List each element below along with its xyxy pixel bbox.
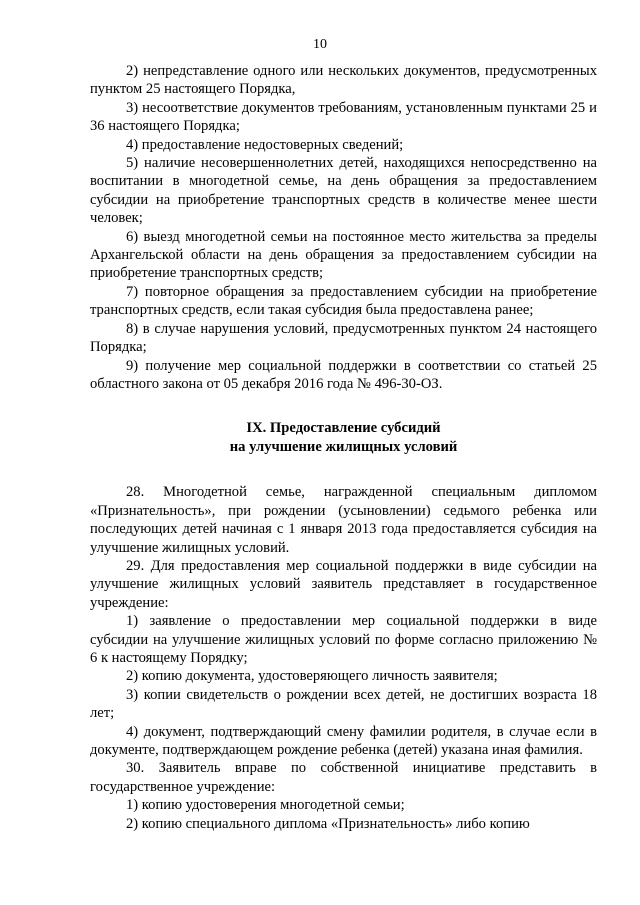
list-item-6: 6) выезд многодетной семьи на постоянное место жительства за пределы Архангельской области на день обращения за предоставлением субсидии на приобретение транспортных средств;: [90, 228, 597, 282]
document-body: [90, 62, 597, 833]
section-heading-line-1: IX. Предоставление субсидий: [246, 420, 441, 437]
paragraph-29-item-1: 1) заявление о предоставлении мер социальной поддержки в виде субсидии на улучшение жилищных условий по форме согласно приложению № 6 к настоящему Порядку;: [90, 613, 597, 666]
list-item-7: 7) повторное обращения за предоставлением субсидии на приобретение транспортных средств, если такая субсидия была предоставлена ранее;: [90, 283, 597, 319]
paragraph-29: 29. Для предоставления мер социальной поддержки в виде субсидии на улучшение жилищных условий заявитель представляет в государственное учреждение:: [90, 557, 597, 611]
list-item-9: 9) получение мер социальной поддержки в соответствии со статьей 25 областного закона от 05 декабря 2016 года № 496-30-ОЗ.: [90, 357, 597, 392]
list-item-8: 8) в случае нарушения условий, предусмотренных пунктом 24 настоящего Порядка;: [90, 320, 597, 356]
list-item-5: 5) наличие несовершеннолетних детей, находящихся непосредственно на воспитании в многодетной семье, на день обращения за предоставлением субсидии на приобретение транспортных средств в количестве менее шести человек;: [90, 155, 597, 227]
paragraph-30: 30. Заявитель вправе по собственной инициативе представить в государственное учреждение:: [90, 760, 597, 795]
list-item-3: 3) несоответствие документов требованиям, установленным пунктами 25 и 36 настоящего Порядка;: [90, 99, 597, 135]
paragraph-29-item-3: 3) копии свидетельств о рождении всех детей, не достигших возраста 18 лет;: [90, 686, 597, 722]
paragraph-30-item-2: 2) копию специального диплома «Признательность» либо копию: [126, 815, 530, 832]
page-number: 10: [313, 37, 327, 52]
list-item-2: 2) непредставление одного или нескольких документов, предусмотренных пунктом 25 настоящего Порядка,: [90, 63, 597, 98]
paragraph-28: 28. Многодетной семье, награжденной специальным дипломом «Признательность», при рождении (усыновлении) седьмого ребенка или последующих детей начиная с 1 января 2013 года предоставляется субсидия на улучшение жилищных условий.: [90, 484, 597, 556]
paragraph-29-item-2: 2) копию документа, удостоверяющего личность заявителя;: [126, 668, 498, 685]
list-item-4: 4) предоставление недостоверных сведений;: [126, 136, 404, 153]
paragraph-29-item-4: 4) документ, подтверждающий смену фамилии родителя, в случае если в документе, подтверждающем рождение ребенка (детей) указана иная фамилия.: [90, 723, 597, 758]
paragraph-30-item-1: 1) копию удостоверения многодетной семьи;: [126, 797, 405, 814]
section-heading-line-2: на улучшение жилищных условий: [229, 439, 458, 456]
section-heading: [90, 419, 597, 457]
